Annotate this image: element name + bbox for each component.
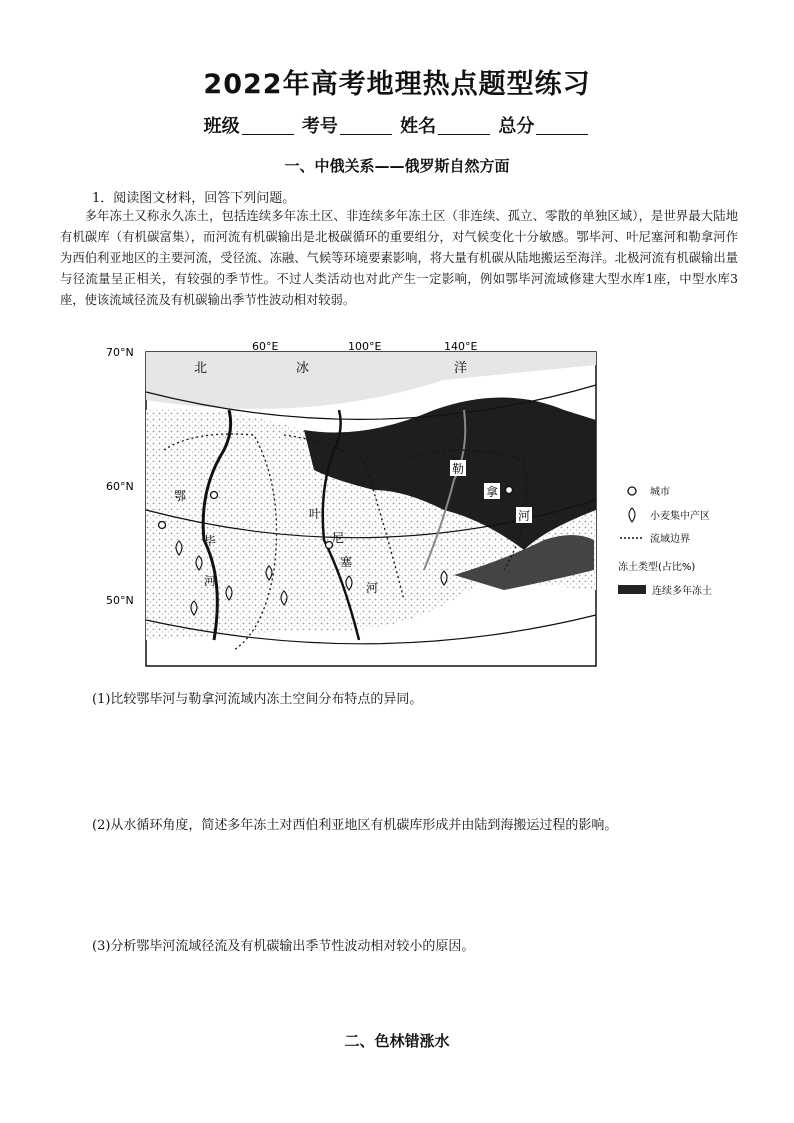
legend-wheat: 小麦集中产区 bbox=[650, 511, 710, 522]
legend-permafrost: 连续多年冻土 bbox=[652, 586, 712, 597]
blank-name[interactable] bbox=[438, 116, 490, 135]
sub-question-2: (2)从水循环角度，简述多年冻土对西伯利亚地区有机碳库形成并由陆到海搬运过程的影响。 bbox=[92, 818, 618, 833]
section-heading-2: 二、色林错涨水 bbox=[344, 1032, 450, 1050]
ocean-char-1: 北 bbox=[194, 361, 208, 376]
legend-permafrost-title: 冻土类型(占比%) bbox=[618, 562, 696, 573]
lat-label-70: 70°N bbox=[106, 346, 134, 359]
lon-label-100: 100°E bbox=[348, 340, 382, 353]
blank-class[interactable] bbox=[242, 116, 294, 135]
ocean-char-3: 洋 bbox=[454, 361, 468, 376]
lena-label-2: 拿 bbox=[486, 485, 499, 499]
ocean-char-2: 冰 bbox=[296, 361, 310, 376]
lat-label-50: 50°N bbox=[106, 594, 134, 607]
city-marker bbox=[159, 522, 166, 529]
lon-label-140: 140°E bbox=[444, 340, 478, 353]
ob-label-1: 鄂 bbox=[174, 489, 187, 503]
blank-exam-number[interactable] bbox=[340, 116, 392, 135]
city-marker bbox=[211, 492, 218, 499]
lena-label-1: 勒 bbox=[452, 462, 465, 476]
page-title: 2022年高考地理热点题型练习 bbox=[203, 69, 591, 100]
sub-question-3: (3)分析鄂毕河流域径流及有机碳输出季节性波动相对较小的原因。 bbox=[92, 939, 475, 954]
field-class: 班级 bbox=[203, 116, 240, 137]
lat-label-60: 60°N bbox=[106, 480, 134, 493]
blank-score[interactable] bbox=[536, 116, 588, 135]
sub-question-1: (1)比较鄂毕河与勒拿河流域内冻土空间分布特点的异同。 bbox=[92, 692, 423, 707]
legend-city-icon bbox=[628, 487, 636, 495]
student-info-line bbox=[0, 112, 794, 138]
legend-city: 城市 bbox=[650, 487, 670, 498]
lon-label-60: 60°E bbox=[252, 340, 279, 353]
city-marker bbox=[506, 487, 513, 494]
section-heading-1: 一、中俄关系——俄罗斯自然方面 bbox=[284, 157, 510, 175]
question-number: 1．阅读图文材料，回答下列问题。 bbox=[92, 191, 296, 206]
yenisei-label-2: 尼 bbox=[332, 531, 345, 545]
ob-label-2: 毕 bbox=[204, 534, 217, 548]
legend-permafrost-swatch bbox=[618, 585, 646, 594]
field-exam-number: 考号 bbox=[301, 116, 338, 137]
legend-wheat-icon bbox=[629, 508, 635, 522]
yenisei-label-4: 河 bbox=[366, 581, 379, 595]
question-passage: 多年冻土又称永久冻土，包括连续多年冻土区、非连续多年冻土区（非连续、孤立、零散的单独区域），是世界最大陆地有机碳库（有机碳富集），而河流有机碳输出是北极碳循环的重要组分，对气候变化十分敏感。鄂毕河、叶尼塞河和勒拿河作为西伯利亚地区的主要河流，受径流、冻融、气候等环境要素影响，将大量有机碳从陆地搬运至海洋。北极河流有机碳输出量与径流量呈正相关，有较强的季节性。不过人类活动也对此产生一定影响，例如鄂毕河流域修建大型水库1座，中型水库3座，使该流域径流及有机碳输出季节性波动相对较弱。 bbox=[60, 209, 738, 307]
lena-label-3: 河 bbox=[518, 509, 531, 523]
legend-basin: 流域边界 bbox=[650, 534, 690, 545]
field-name: 姓名 bbox=[400, 116, 437, 137]
field-score: 总分 bbox=[498, 116, 535, 137]
ob-label-3: 河 bbox=[204, 574, 217, 588]
yenisei-label-3: 塞 bbox=[340, 555, 353, 569]
siberia-map bbox=[104, 340, 744, 670]
yenisei-label-1: 叶 bbox=[309, 507, 322, 521]
